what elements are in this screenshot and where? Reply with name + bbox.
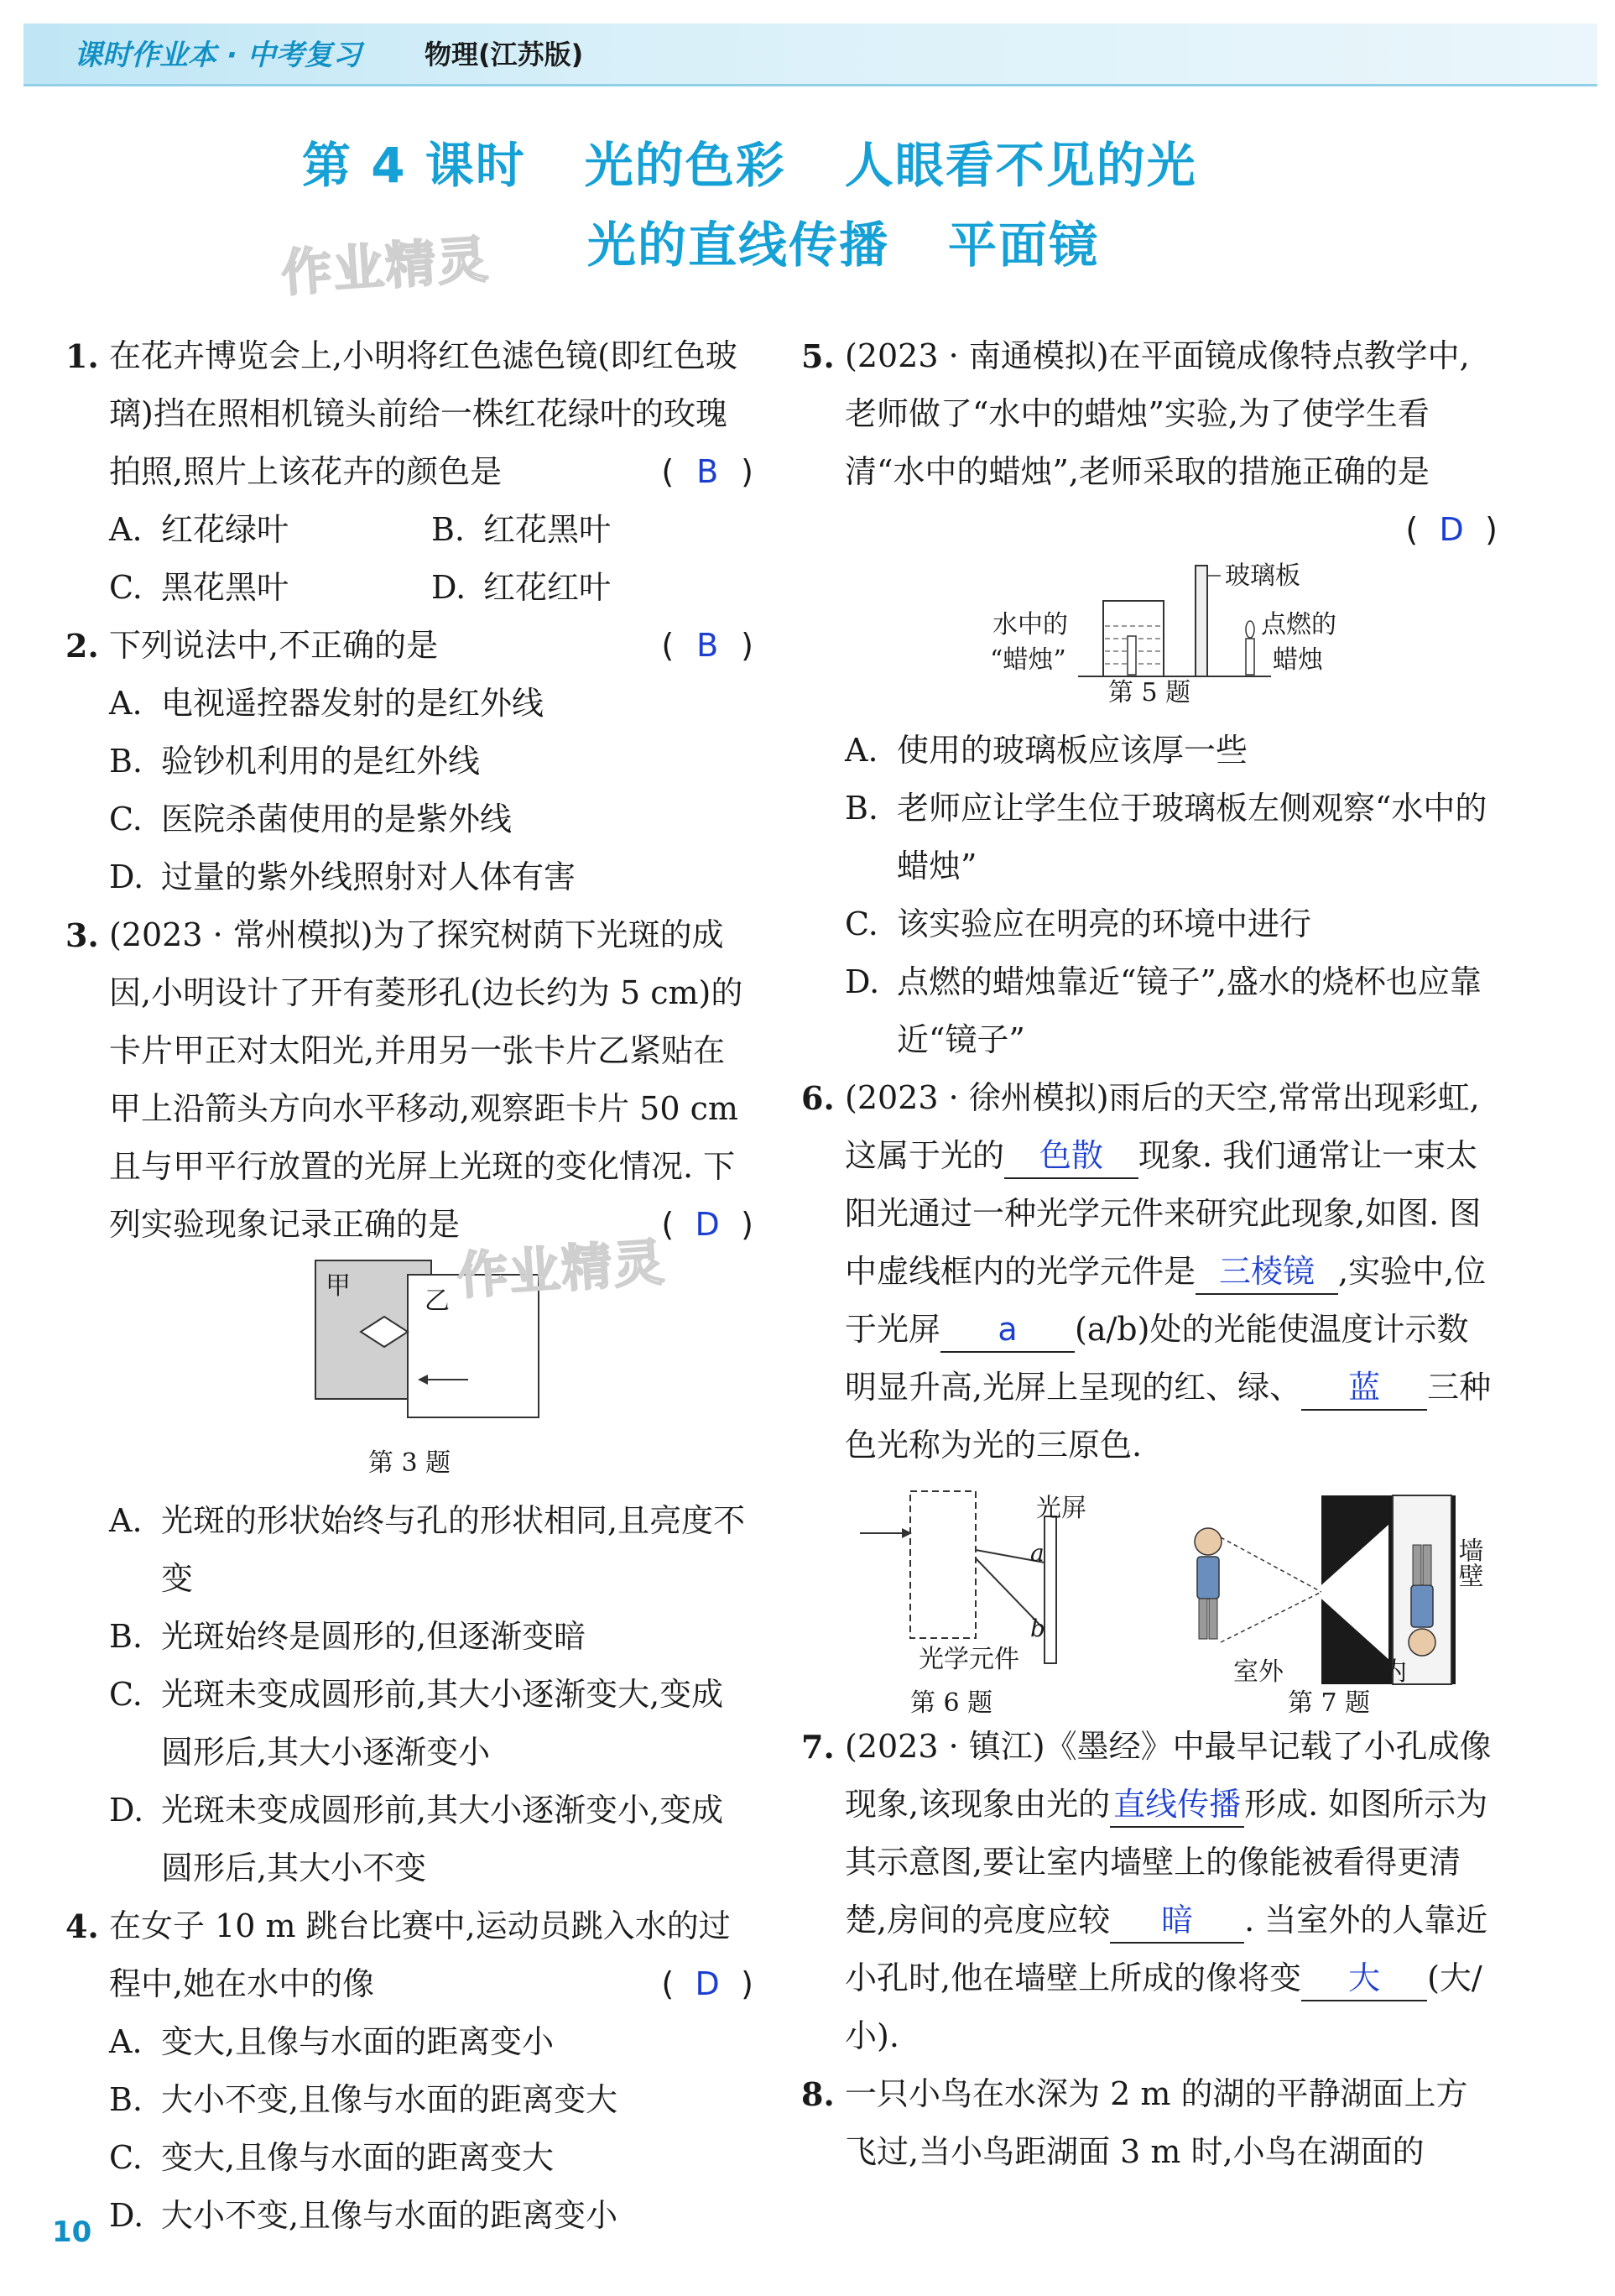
page-number: 10 xyxy=(52,2215,92,2249)
option: B. 光斑始终是圆形的,但逐渐变暗 xyxy=(109,1618,586,1655)
answer-bracket: ( D ) xyxy=(661,1196,753,1254)
answer-value: D xyxy=(1439,511,1464,548)
question-number: 7. xyxy=(801,1728,835,1766)
figures-6-7 xyxy=(801,1474,1498,1718)
watermark: 作业精灵 xyxy=(279,230,492,304)
question-6: 6. (2023 · 徐州模拟)雨后的天空,常常出现彩虹,这属于光的 色散 现象. 我们通常让一束太阳光通过一种光学元件来研究此现象,如图. 图中虚线框内的光学元件是 三棱镜 ,实验中,位于光屏 a (a/b)处的光能使温度计示数明显升高,光屏上呈现的红、绿、 蓝 三种色光称为光的三原色. xyxy=(801,1069,1498,1474)
question-8 xyxy=(801,2065,1498,2181)
lesson-topic-2: 人眼看不见的光 xyxy=(844,137,1197,194)
question-number: 2. xyxy=(65,627,99,665)
answer-bracket: ( B ) xyxy=(661,443,753,501)
question-3 xyxy=(65,906,753,1254)
subject-label: 物理(江苏版) xyxy=(425,39,584,70)
option: D. 过量的紫外线照射对人体有害 xyxy=(109,858,576,895)
option: D. 点燃的蜡烛靠近“镜子”,盛水的烧杯也应靠近“镜子” xyxy=(845,963,1482,1058)
option: C. 光斑未变成圆形前,其大小逐渐变大,变成圆形后,其大小逐渐变小 xyxy=(109,1676,724,1771)
question-1 xyxy=(65,327,753,501)
point-a-label: a xyxy=(1030,1539,1045,1567)
glass-plate-label: 玻璃板 xyxy=(1225,561,1300,591)
option: B. 验钞机利用的是红外线 xyxy=(109,743,481,780)
answer-value: B xyxy=(696,627,719,664)
card-yi-label: 乙 xyxy=(425,1286,450,1316)
question-2 xyxy=(65,617,753,675)
q2-options xyxy=(65,675,753,906)
option: C. 医院杀菌使用的是紫外线 xyxy=(109,801,513,838)
lesson-topic-4: 平面镜 xyxy=(948,217,1100,274)
answer-blank: 大 xyxy=(1301,1956,1427,2001)
question-text: 一只小鸟在水深为 2 m 的湖的平静湖面上方飞过,当小鸟距湖面 3 m 时,小鸟在湖面的 xyxy=(845,2075,1468,2170)
outdoor-label: 室外 xyxy=(1233,1657,1284,1687)
option: B. 大小不变,且像与水面的距离变大 xyxy=(109,2081,618,2118)
option: C. 该实验应在明亮的环境中进行 xyxy=(845,905,1312,942)
answer-blank: 蓝 xyxy=(1301,1365,1427,1411)
wall-label: 墙壁 xyxy=(1453,1537,1483,1588)
prism-and-pinhole-diagram xyxy=(801,1474,1498,1718)
lit-candle-label-2: 蜡烛 xyxy=(1273,645,1323,675)
q1-options xyxy=(65,501,753,617)
lesson-topic-1: 光的色彩 xyxy=(584,137,786,194)
optical-element-label: 光学元件 xyxy=(919,1645,1019,1674)
question-7: 7. (2023 · 镇江)《墨经》中最早记载了小孔成像现象,该现象由光的 直线传播 形成. 如图所示为其示意图,要让室内墙壁上的像能被看得更清楚,房间的亮度应较 暗 . 当室外的人靠近小孔时,他在墙壁上所成的像将变 大 (大/小). xyxy=(801,1718,1498,2065)
answer-blank: 色散 xyxy=(1004,1134,1138,1179)
figure-caption: 第 6 题 xyxy=(910,1688,993,1718)
question-text: (2023 · 常州模拟)为了探究树荫下光斑的成因,小明设计了开有菱形孔(边长约为 5 cm)的卡片甲正对太阳光,并用另一张卡片乙紧贴在甲上沿箭头方向水平移动,观察距卡片 50 cm 且与甲平行放置的光屏上光斑的变化情况. 下列实验现象记录正确的是 xyxy=(109,916,743,1243)
question-text: 下列说法中,不正确的是 xyxy=(109,627,439,664)
question-number: 6. xyxy=(801,1079,835,1117)
answer-value: D xyxy=(695,1206,720,1243)
lesson-number: 第 4 课时 xyxy=(302,137,526,194)
question-number: 1. xyxy=(65,337,99,375)
answer-blank: 暗 xyxy=(1110,1898,1244,1944)
lesson-title-line2 xyxy=(587,206,1615,276)
figure-caption: 第 3 题 xyxy=(367,1448,451,1478)
lesson-topic-3: 光的直线传播 xyxy=(587,217,890,274)
point-b-label: b xyxy=(1030,1615,1045,1642)
answer-value: D xyxy=(695,1965,720,2002)
option: C. 变大,且像与水面的距离变大 xyxy=(109,2139,555,2176)
question-number: 8. xyxy=(801,2075,835,2113)
option: A. 光斑的形状始终与孔的形状相同,且亮度不变 xyxy=(109,1502,746,1597)
question-text: 在女子 10 m 跳台比赛中,运动员跳入水的过程中,她在水中的像 xyxy=(109,1907,731,2002)
right-column xyxy=(801,327,1498,2181)
lesson-title-line1 xyxy=(302,126,1615,196)
water-candle-label-1: 水中的 xyxy=(992,610,1068,639)
question-number: 5. xyxy=(801,337,835,375)
q3-options xyxy=(65,1492,753,1897)
answer-blank: 三棱镜 xyxy=(1196,1250,1338,1295)
card-jia-label: 甲 xyxy=(326,1271,351,1301)
question-text: (2023 · 南通模拟)在平面镜成像特点教学中,老师做了“水中的蜡烛”实验,为了使学生看清“水中的蜡烛”,老师采取的措施正确的是 xyxy=(845,337,1470,490)
lit-candle-label-1: 点燃的 xyxy=(1261,610,1336,639)
figure-caption: 第 5 题 xyxy=(1107,678,1191,707)
water-candle-label-2: “蜡烛” xyxy=(990,645,1066,675)
series-title: 课时作业本 · 中考复习 xyxy=(74,39,362,72)
answer-bracket: ( B ) xyxy=(661,617,753,675)
screen-label: 光屏 xyxy=(1036,1494,1086,1523)
question-text: 在花卉博览会上,小明将红色滤色镜(即红色玻璃)挡在照相机镜头前给一株红花绿叶的玫瑰拍照,照片上该花卉的颜色是 xyxy=(109,337,737,490)
option: D. 大小不变,且像与水面的距离变小 xyxy=(109,2197,618,2234)
q5-options xyxy=(801,722,1498,1069)
question-number: 3. xyxy=(65,916,99,954)
option: A. 电视遥控器发射的是红外线 xyxy=(109,685,544,722)
answer-value: B xyxy=(696,453,719,490)
watermark: 作业精灵 xyxy=(456,1233,668,1307)
q4-options xyxy=(65,2013,753,2245)
option: A. 红花绿叶 xyxy=(109,511,289,548)
figure-caption: 第 7 题 xyxy=(1288,1688,1371,1718)
answer-blank: 直线传播 xyxy=(1110,1782,1244,1828)
question-number: 4. xyxy=(65,1907,99,1945)
answer-bracket: ( D ) xyxy=(661,1955,753,2013)
option: D. 光斑未变成圆形前,其大小逐渐变小,变成圆形后,其大小不变 xyxy=(109,1792,724,1886)
option: A. 变大,且像与水面的距离变小 xyxy=(109,2023,555,2060)
question-4 xyxy=(65,1897,753,2013)
option: D. 红花红叶 xyxy=(431,569,612,606)
indoor-label: 室内 xyxy=(1357,1657,1407,1687)
answer-bracket: ( D ) xyxy=(1405,501,1498,559)
figure-5 xyxy=(801,559,1498,681)
candle-diagram xyxy=(801,559,1498,681)
option: B. 老师应让学生位于玻璃板左侧观察“水中的蜡烛” xyxy=(845,790,1487,884)
person-icon xyxy=(1195,1528,1222,1639)
option: A. 使用的玻璃板应该厚一些 xyxy=(845,732,1248,769)
option: C. 黑花黑叶 xyxy=(109,569,289,606)
question-5 xyxy=(801,327,1498,559)
option: B. 红花黑叶 xyxy=(431,511,612,548)
answer-blank: a xyxy=(940,1307,1075,1353)
page-header xyxy=(23,23,1597,86)
